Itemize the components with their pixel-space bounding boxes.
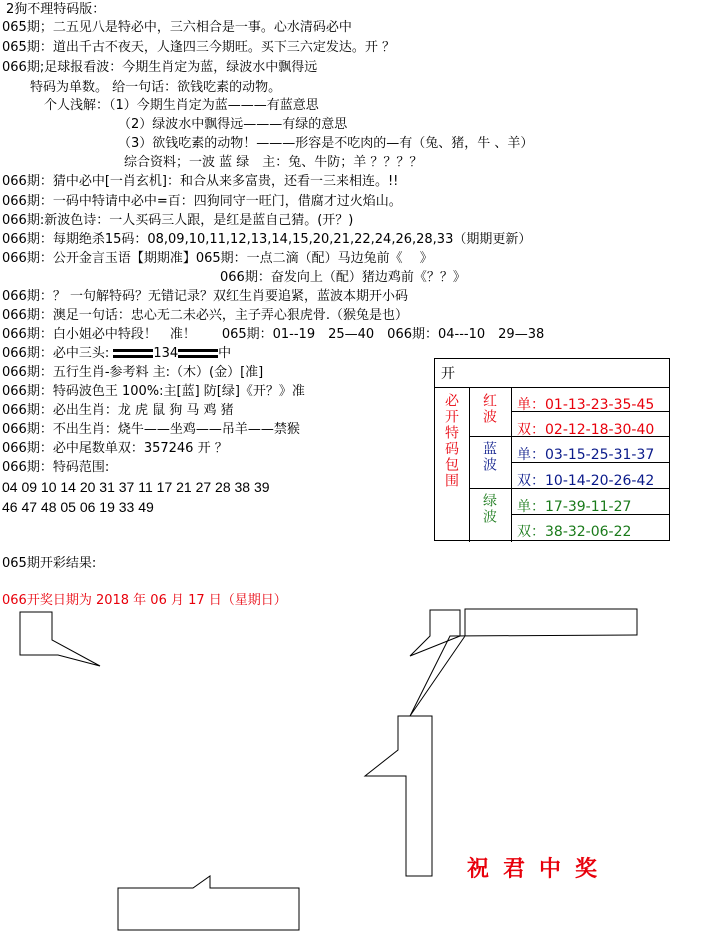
red-even-numbers: 双：02-12-18-30-40 [517, 422, 655, 438]
green-odd-numbers: 单：17-39-11-27 [517, 499, 632, 515]
box-label: 必开特码包围 [443, 393, 459, 489]
line-15: 066期：？ 一句解特码？无错记录？双红生肖要追紧，蓝波本期开小码 [2, 289, 408, 304]
line-9: 066期：猜中必中[一肖玄机]：和合从来多富贵，还看一三来相连。!! [2, 174, 399, 189]
green-wave-label: 绿波 [481, 493, 497, 525]
box-header: 开 [441, 366, 455, 382]
blue-odd-numbers: 单：03-15-25-31-37 [517, 447, 655, 463]
blue-even-numbers: 双：10-14-20-26-42 [517, 473, 655, 489]
line-7: （3）欲钱吃素的动物！———形容是不吃肉的—有（兔、猪，牛 、羊） [118, 136, 534, 151]
callout-shape-right-small [410, 610, 460, 656]
red-wave-label: 红波 [481, 393, 497, 425]
callout-shape-bottom [118, 876, 299, 930]
line-12: 066期：每期绝杀15码：08,09,10,11,12,13,14,15,20,21,22,24,26,28,33（期期更新） [2, 232, 532, 247]
line-8: 综合资料；一波 蓝 绿 主：兔、牛防；羊 ？？？？ [124, 155, 423, 170]
blessing-text: 祝君中奖 [467, 856, 612, 882]
line-14: 066期：奋发向上（配）猪边鸡前《？？》 [220, 270, 466, 285]
three-heads-suffix: 中 [218, 346, 232, 361]
line-23: 066期：必中尾数单双：357246 开 ？ [2, 441, 228, 456]
line-13: 066期：公开金言玉语【期期准】065期：一点二滴（配）马边兔前《 》 [2, 251, 433, 266]
number-range-row-2: 46 47 48 05 06 19 33 49 [2, 499, 154, 515]
red-odd-numbers: 单：01-13-23-35-45 [517, 397, 655, 413]
line-11: 066期:新波色诗：一人买码三人跟，是红是蓝自己猜。(开？) [2, 213, 354, 228]
result-label: 065期开彩结果: [2, 556, 97, 571]
line-16: 066期：澳足一句话：忠心无二未必兴，主子弄心狠虎骨.（猴兔是也） [2, 308, 408, 323]
blue-wave-label: 蓝波 [481, 441, 497, 473]
line-5: 个人浅解：（1）今期生肖定为蓝———有蓝意思 [44, 98, 319, 113]
callout-shape-left [20, 612, 100, 666]
line-6: （2）绿波水中飘得远———有绿的意思 [118, 117, 348, 132]
three-heads-label: 066期：必中三头: [2, 346, 110, 361]
line-2: 065期：道出千古不夜天，人逢四三今期旺。买下三六定发达。开 ？ [2, 40, 395, 55]
draw-date: 066开奖日期为 2018 年 06 月 17 日（星期日） [2, 593, 287, 608]
three-heads-value: 134 [153, 346, 179, 361]
callout-shape-right-large [410, 609, 637, 716]
line-20: 066期：特码波色王 100%:主[蓝] 防[绿]《开？》准 [2, 384, 305, 399]
line-1: 065期；二五见八是特必中，三六相合是一事。心水清码必中 [2, 20, 352, 35]
callout-shape-pillar [365, 716, 432, 876]
line-21: 066期：必出生肖：龙 虎 鼠 狗 马 鸡 猪 [2, 403, 234, 418]
line-22: 066期：不出生肖：烧牛——坐鸡——吊羊——禁猴 [2, 422, 300, 437]
number-range-row-1: 04 09 10 14 20 31 37 11 17 21 27 28 38 39 [2, 479, 270, 495]
line-3: 066期;足球报看波：今期生肖定为蓝，绿波水中飘得远 [2, 60, 318, 75]
line-4: 特码为单数。 给一句话：欲钱吃素的动物。 [30, 80, 282, 95]
line-24: 066期：特码范围: [2, 460, 110, 475]
line-19: 066期：五行生肖-参考料 主:（木）(金）[准] [2, 365, 264, 380]
header-title: 2狗不理特码版： [6, 2, 106, 17]
line-10: 066期：一码中特请中必中=百：四狗同守一旺门，借腐才过火焰山。 [2, 194, 402, 209]
green-even-numbers: 双：38-32-06-22 [517, 524, 632, 540]
line-17: 066期：白小姐必中特段！ 准！ 065期：01--19 25—40 066期：04---10 29—38 [2, 327, 545, 342]
